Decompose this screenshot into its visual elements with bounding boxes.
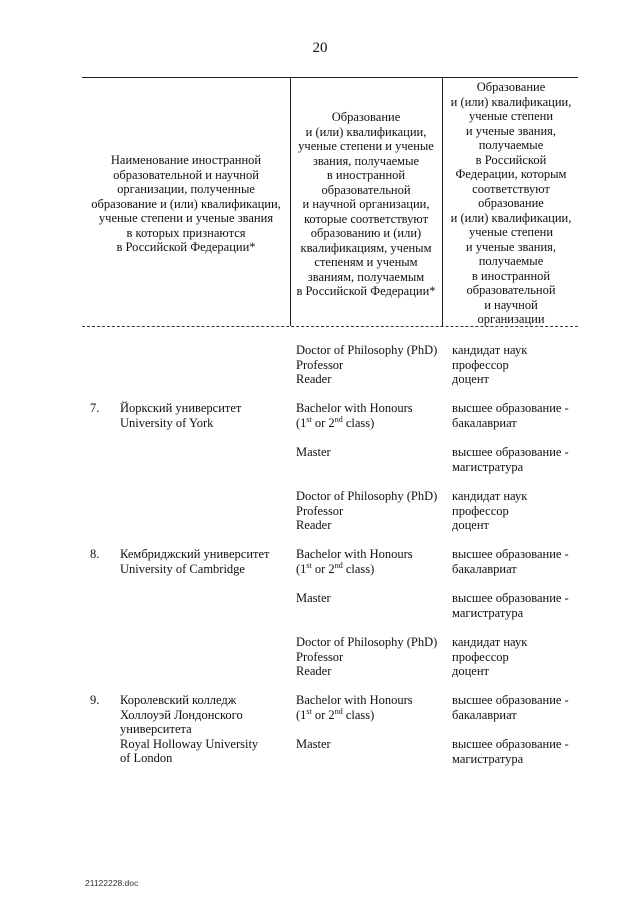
- table-top-border: [82, 77, 578, 78]
- header-col-russian-qualification: Образование и (или) квалификации, ученые степени и ученые звания, получаемые в Российской Федерации, которым соответствуют образование и (или) квалификации, ученые степени и ученые звания, получаемые в иностранной образовательной и научной организации: [450, 80, 572, 326]
- row-number: 7.: [90, 401, 100, 415]
- russian-qualification: высшее образование - бакалавриат: [452, 547, 569, 576]
- header-col-foreign-qualification: Образование и (или) квалификации, ученые степени и ученые звания, получаемые в иностранной образовательной и научной организации, которые соответствуют образованию и (или) квалификациям, ученым степеням и ученым званиям, получаемым в Российской Федерации*: [296, 110, 436, 298]
- russian-qualification: высшее образование - магистратура: [452, 737, 569, 766]
- continuation-russian: кандидат наук профессор доцент: [452, 343, 528, 386]
- foreign-qualification: Master: [296, 445, 331, 459]
- russian-qualification: высшее образование - бакалавриат: [452, 401, 569, 430]
- foreign-qualification: Bachelor with Honours (1st or 2nd class): [296, 547, 413, 576]
- russian-qualification: высшее образование - бакалавриат: [452, 693, 569, 722]
- organization-name: Кембриджский университет University of Cambridge: [120, 547, 270, 576]
- russian-qualification: высшее образование - магистратура: [452, 591, 569, 620]
- organization-name: Королевский колледж Холлоуэй Лондонского университета Royal Holloway University of London: [120, 693, 259, 765]
- foreign-qualification: Master: [296, 591, 331, 605]
- column-divider-1: [290, 77, 291, 326]
- document-footer-filename: 21122228.doc: [85, 878, 139, 888]
- page-number: 20: [312, 40, 328, 56]
- foreign-qualification: Doctor of Philosophy (PhD) Professor Reader: [296, 635, 438, 678]
- row-number: 8.: [90, 547, 100, 561]
- russian-qualification: кандидат наук профессор доцент: [452, 489, 528, 532]
- foreign-qualification: Doctor of Philosophy (PhD) Professor Reader: [296, 489, 438, 532]
- russian-qualification: высшее образование - магистратура: [452, 445, 569, 474]
- continuation-foreign: Doctor of Philosophy (PhD) Professor Reader: [296, 343, 438, 386]
- foreign-qualification: Bachelor with Honours (1st or 2nd class): [296, 693, 413, 722]
- foreign-qualification: Master: [296, 737, 331, 751]
- organization-name: Йоркский университет University of York: [120, 401, 242, 430]
- column-divider-2: [442, 77, 443, 326]
- russian-qualification: кандидат наук профессор доцент: [452, 635, 528, 678]
- row-number: 9.: [90, 693, 100, 707]
- header-col-foreign-organization: Наименование иностранной образовательной и научной организации, полученные образование и (или) квалификации, ученые степени и ученые звания в которых признаются в Российской Федерации*: [91, 153, 281, 254]
- foreign-qualification: Bachelor with Honours (1st or 2nd class): [296, 401, 413, 430]
